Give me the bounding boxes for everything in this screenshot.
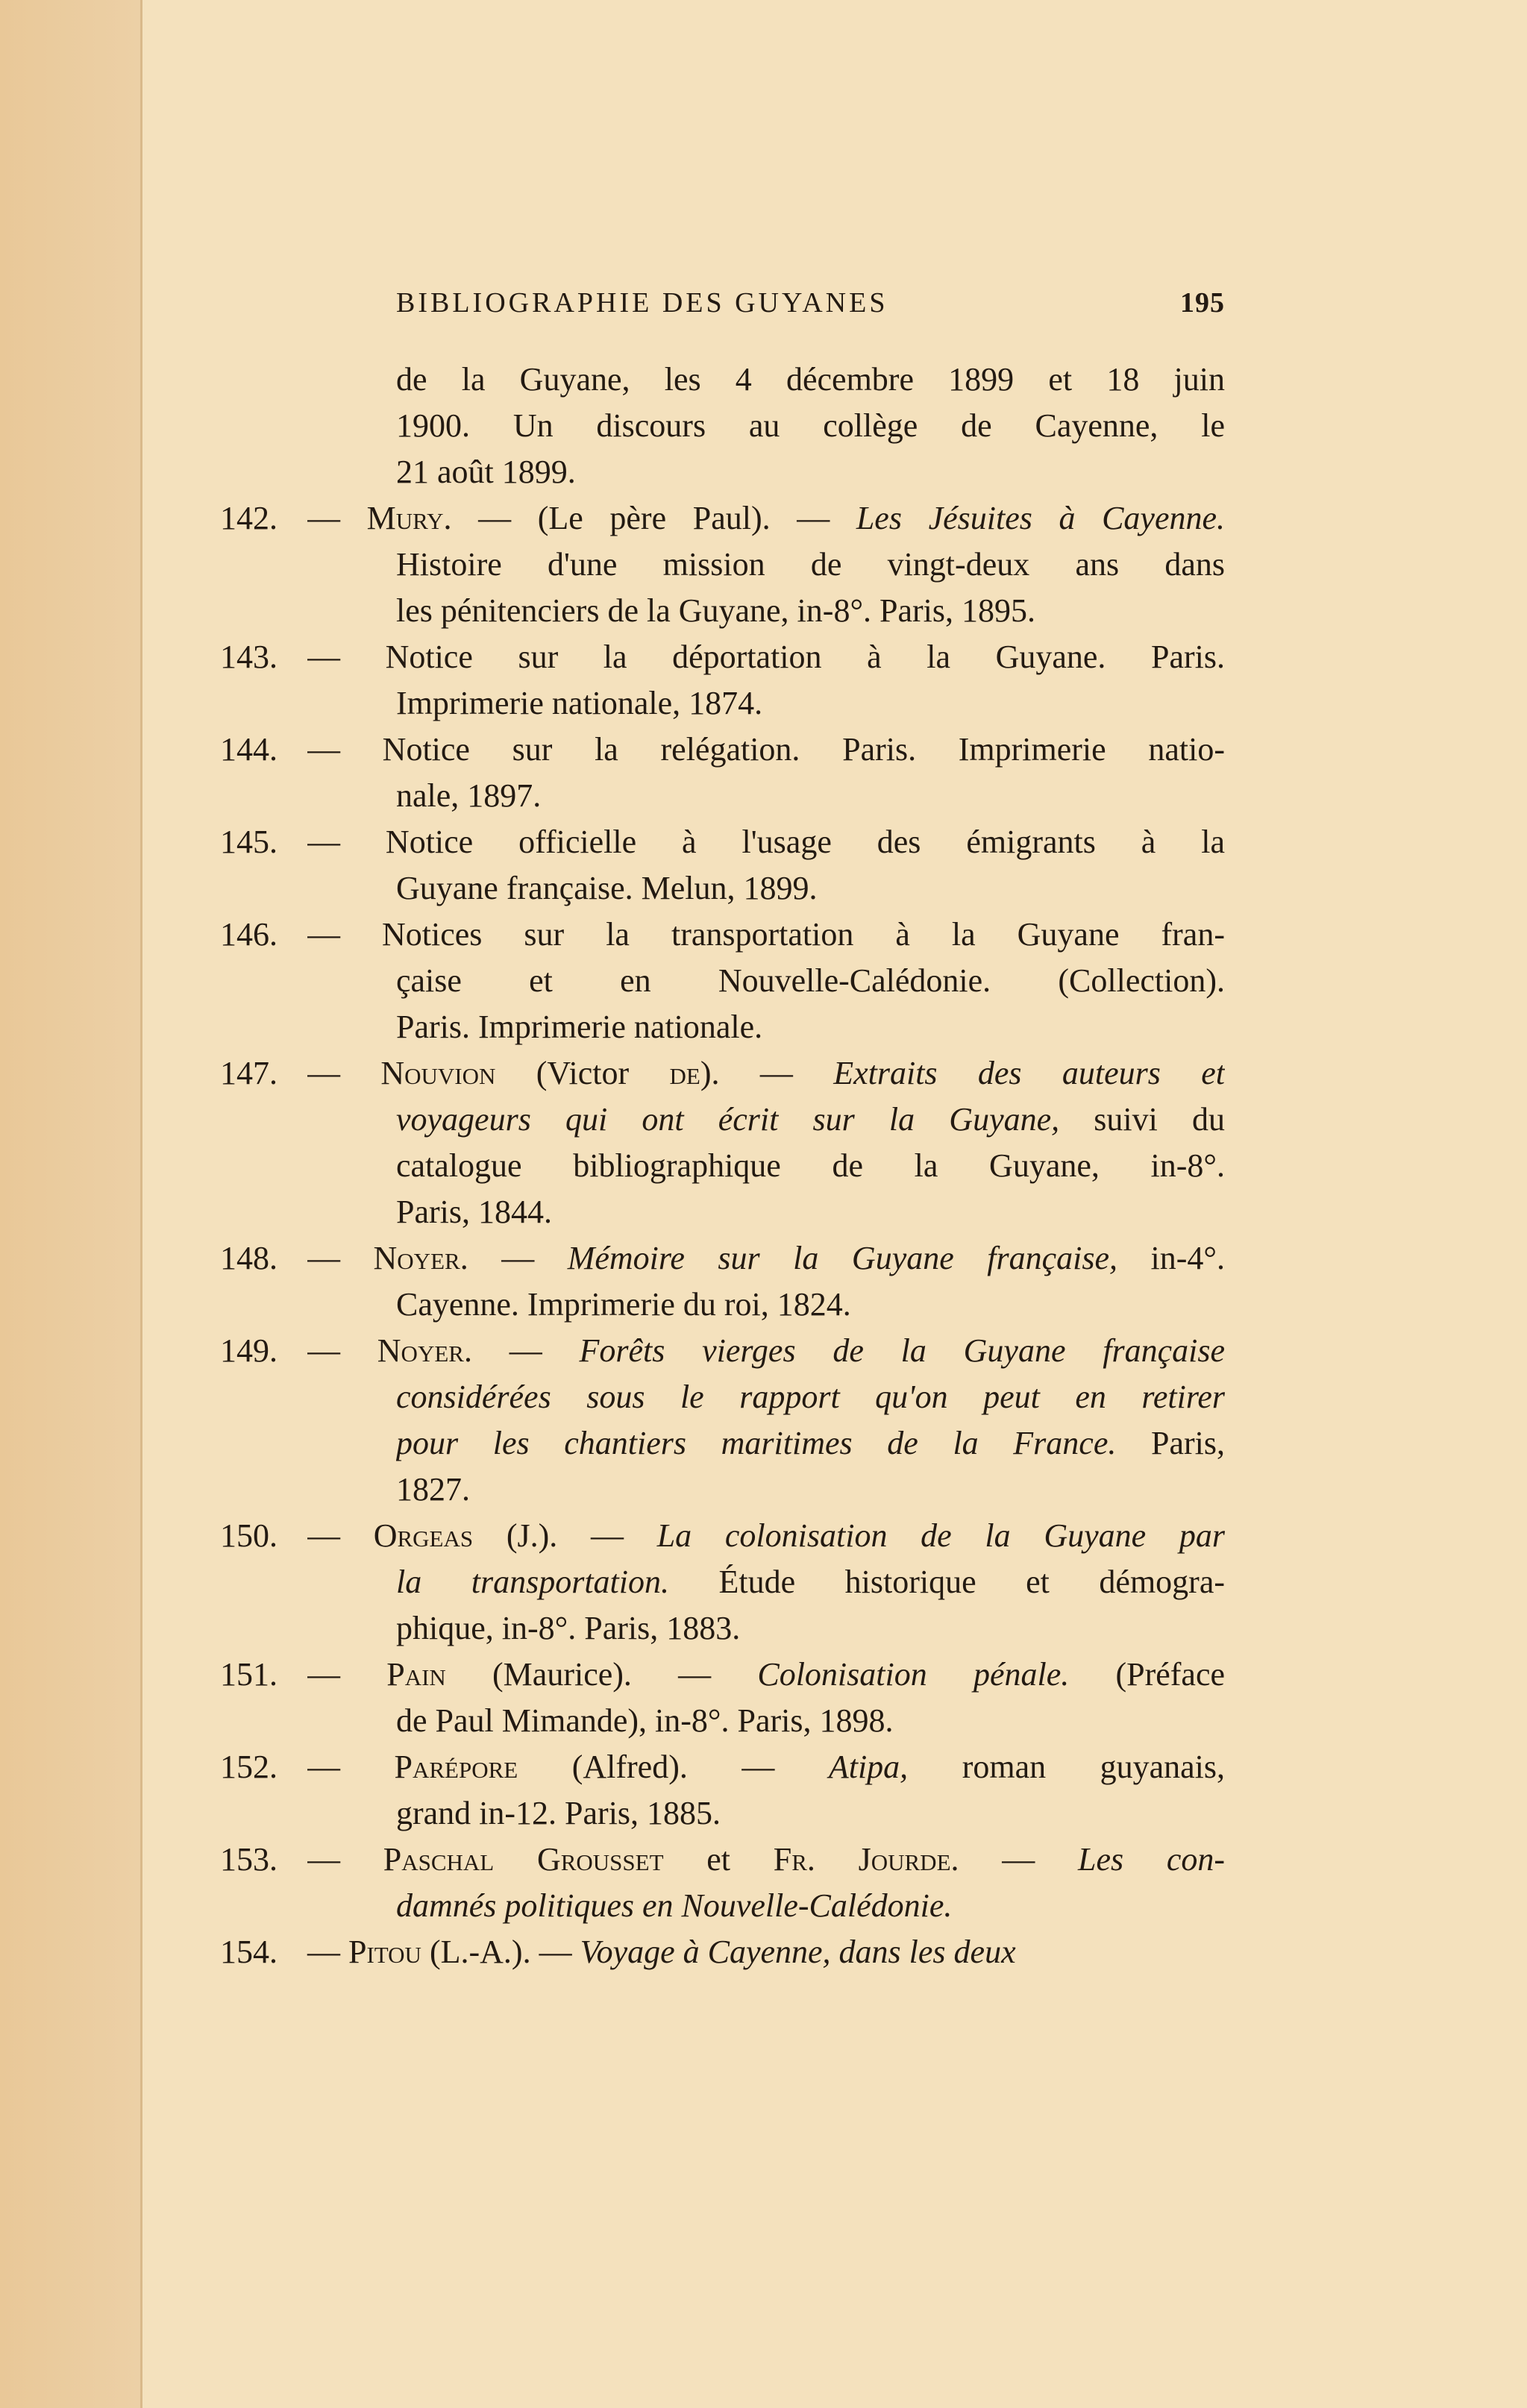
text-segment: Imprimerie nationale, 1874. <box>396 685 763 721</box>
text-segment: — Notice sur la relégation. Paris. Imprimerie natio- <box>307 731 1225 768</box>
text-segment: (Maurice). — <box>445 1656 758 1693</box>
text-line <box>396 865 1225 912</box>
text-line <box>396 1467 1225 1513</box>
entry-number: 154. <box>220 1934 278 1970</box>
italic-title: voyageurs qui ont écrit sur la Guyane, <box>396 1101 1060 1138</box>
page-edge <box>140 0 142 2408</box>
text-line <box>396 1698 1225 1744</box>
entry-number: 153. <box>220 1841 278 1878</box>
entry-number: 142. <box>220 500 278 536</box>
text-line <box>307 1328 1225 1374</box>
text-segment: (Alfred). — <box>518 1749 829 1785</box>
text-line <box>307 1929 1225 1975</box>
text-segment: çaise et en Nouvelle-Calédonie. (Collection). <box>396 962 1225 999</box>
author-name: Orgeas <box>373 1517 474 1554</box>
text-line <box>307 1652 1225 1698</box>
italic-title: Les Jésuites à Cayenne. <box>856 500 1225 536</box>
author-name: Paschal Grousset <box>383 1841 664 1878</box>
text-segment: — <box>307 1749 395 1785</box>
running-header <box>396 286 1225 328</box>
text-line <box>396 588 1225 634</box>
text-segment: . — <box>463 1332 580 1369</box>
running-title: BIBLIOGRAPHIE DES GUYANES <box>396 287 888 319</box>
text-segment: — <box>307 1517 374 1554</box>
author-name: de <box>669 1055 700 1091</box>
text-segment: nale, 1897. <box>396 777 542 814</box>
text-segment: — <box>307 1055 381 1091</box>
italic-title: Mémoire sur la Guyane française, <box>567 1240 1118 1276</box>
italic-title: Extraits des auteurs et <box>833 1055 1225 1091</box>
text-line <box>307 1050 1225 1097</box>
text-line <box>396 958 1225 1004</box>
text-segment: . — <box>460 1240 568 1276</box>
text-segment: roman guyanais, <box>908 1749 1225 1785</box>
entry-number: 143. <box>220 639 278 675</box>
text-segment: — <box>307 1240 374 1276</box>
text-line <box>307 819 1225 865</box>
author-name: Noyer <box>373 1240 460 1276</box>
italic-title: Forêts vierges de la Guyane française <box>579 1332 1225 1369</box>
entry-number: 150. <box>220 1517 278 1554</box>
text-line <box>396 1605 1225 1652</box>
text-line <box>396 680 1225 727</box>
author-name: Fr. Jourde <box>773 1841 951 1878</box>
text-line <box>307 1837 1225 1883</box>
text-segment: Étude historique et démogra- <box>669 1564 1225 1600</box>
text-line <box>307 912 1225 958</box>
text-segment: — Notice sur la déportation à la Guyane. Paris. <box>307 639 1225 675</box>
text-segment: Cayenne. Imprimerie du roi, 1824. <box>396 1286 851 1323</box>
text-segment: — <box>307 500 367 536</box>
text-segment: phique, in-8°. Paris, 1883. <box>396 1610 741 1646</box>
page-number: 195 <box>1180 287 1225 319</box>
text-segment: — <box>307 1934 348 1970</box>
text-segment: et <box>663 1841 774 1878</box>
text-line <box>396 1004 1225 1050</box>
text-line <box>396 1790 1225 1837</box>
text-line <box>396 542 1225 588</box>
author-name: Parépore <box>394 1749 518 1785</box>
text-segment: (L.-A.). — <box>421 1934 580 1970</box>
entry-number: 146. <box>220 916 278 953</box>
entry-number: 149. <box>220 1332 278 1369</box>
text-line <box>396 449 1225 495</box>
entry-number: 148. <box>220 1240 278 1276</box>
text-segment: Paris, <box>1116 1425 1225 1461</box>
entry-number: 144. <box>220 731 278 768</box>
text-segment: de la Guyane, les 4 décembre 1899 et 18 juin <box>396 361 1225 398</box>
text-line <box>396 1097 1225 1143</box>
text-segment: . — <box>950 1841 1078 1878</box>
italic-title: damnés politiques en Nouvelle-Calédonie. <box>396 1887 953 1924</box>
text-line <box>396 1559 1225 1605</box>
text-segment: (J.). — <box>473 1517 657 1554</box>
text-line <box>396 773 1225 819</box>
text-segment: in-4°. <box>1117 1240 1225 1276</box>
italic-title: Colonisation pénale. <box>757 1656 1070 1693</box>
text-segment: — <box>307 1841 383 1878</box>
text-line <box>307 1235 1225 1282</box>
italic-title: Voyage à Cayenne, dans les deux <box>580 1934 1016 1970</box>
author-name: Pain <box>386 1656 446 1693</box>
text-segment: suivi du <box>1059 1101 1225 1138</box>
page-margin-left <box>0 0 140 2408</box>
italic-title: Les con- <box>1077 1841 1225 1878</box>
entry-number: 145. <box>220 824 278 860</box>
text-line <box>396 1374 1225 1420</box>
text-segment: — <box>307 1332 377 1369</box>
text-line <box>396 1143 1225 1189</box>
entry-number: 152. <box>220 1749 278 1785</box>
text-line <box>307 1513 1225 1559</box>
author-name: Pitou <box>348 1934 421 1970</box>
entry-number: 151. <box>220 1656 278 1693</box>
italic-title: considérées sous le rapport qu'on peut en retirer <box>396 1379 1225 1415</box>
text-segment: 1900. Un discours au collège de Cayenne, le <box>396 407 1225 444</box>
text-segment: grand in-12. Paris, 1885. <box>396 1795 721 1831</box>
italic-title: Atipa, <box>828 1749 909 1785</box>
text-segment: . — (Le père Paul). — <box>443 500 856 536</box>
italic-title: pour les chantiers maritimes de la France. <box>396 1425 1117 1461</box>
text-line <box>396 403 1225 449</box>
text-segment: Paris. Imprimerie nationale. <box>396 1009 763 1045</box>
text-segment: 1827. <box>396 1471 470 1508</box>
text-line <box>396 357 1225 403</box>
text-line <box>396 1282 1225 1328</box>
author-name: Nouvion <box>380 1055 496 1091</box>
text-segment: 21 août 1899. <box>396 454 576 490</box>
author-name: Mury <box>366 500 444 536</box>
italic-title: La colonisation de la Guyane par <box>656 1517 1225 1554</box>
text-line <box>396 1420 1225 1467</box>
text-line <box>307 1744 1225 1790</box>
text-segment: de Paul Mimande), in-8°. Paris, 1898. <box>396 1702 894 1739</box>
text-line <box>307 634 1225 680</box>
entry-number: 147. <box>220 1055 278 1091</box>
text-segment: — Notice officielle à l'usage des émigrants à la <box>307 824 1225 860</box>
text-segment: les pénitenciers de la Guyane, in-8°. Paris, 1895. <box>396 592 1036 629</box>
text-segment: Histoire d'une mission de vingt-deux ans dans <box>396 546 1225 583</box>
italic-title: la transportation. <box>396 1564 670 1600</box>
text-segment: Paris, 1844. <box>396 1194 552 1230</box>
text-segment: (Préface <box>1069 1656 1225 1693</box>
author-name: Noyer <box>377 1332 464 1369</box>
text-segment: catalogue bibliographique de la Guyane, in-8°. <box>396 1147 1225 1184</box>
text-segment: — Notices sur la transportation à la Guyane fran- <box>307 916 1225 953</box>
text-segment: ). — <box>700 1055 834 1091</box>
text-segment: Guyane française. Melun, 1899. <box>396 870 818 906</box>
text-line <box>307 727 1225 773</box>
text-line <box>396 1883 1225 1929</box>
text-line <box>396 1189 1225 1235</box>
text-segment: — <box>307 1656 387 1693</box>
text-segment: (Victor <box>495 1055 670 1091</box>
text-line <box>307 495 1225 542</box>
